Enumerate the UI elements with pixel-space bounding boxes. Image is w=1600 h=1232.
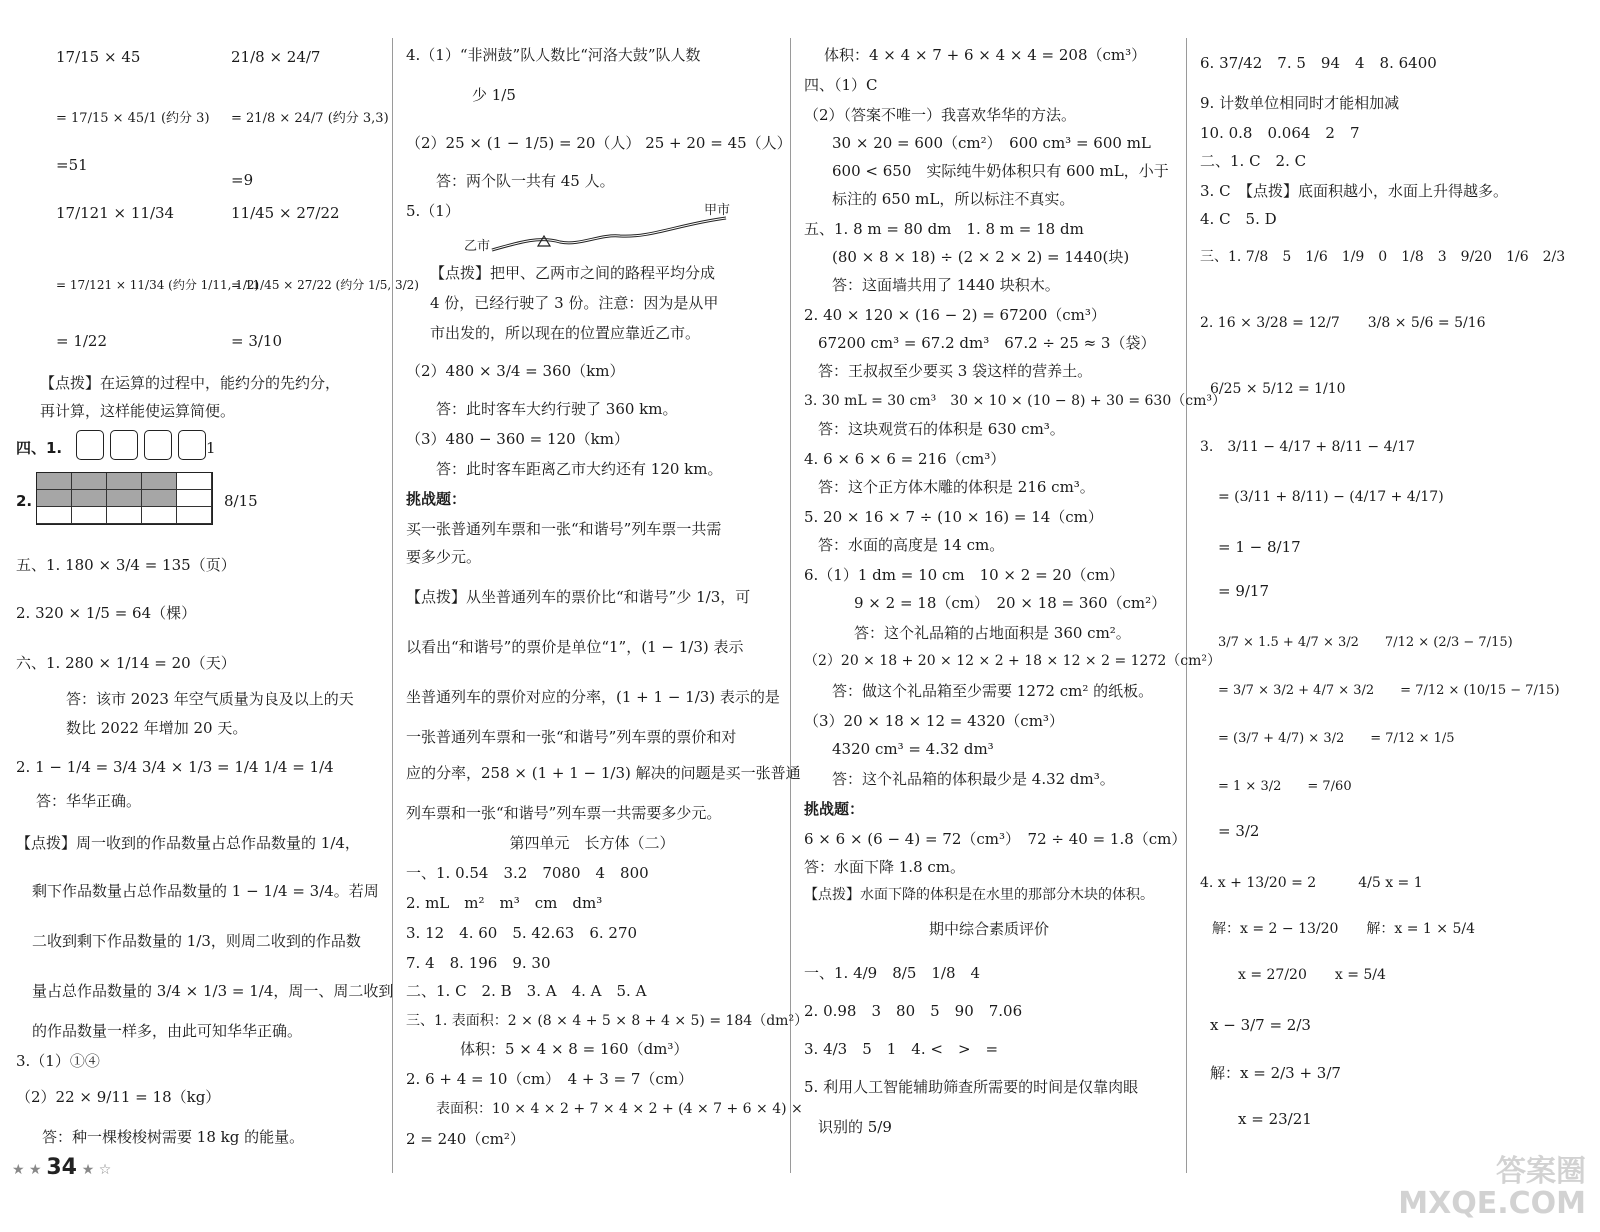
- text-line: 四、（1）C: [804, 76, 878, 94]
- answer-text: 答：这块观赏石的体积是 630 cm³。: [818, 420, 1065, 438]
- text-line: 67200 cm³ = 67.2 dm³ 67.2 ÷ 25 ≈ 3（袋）: [818, 334, 1156, 352]
- text-line: = 3/7 × 3/2 + 4/7 × 3/2 = 7/12 × (10/15 − 7/15): [1218, 683, 1560, 698]
- tip-text: 剩下作品数量占总作品数量的 1 − 1/4 = 3/4。若周: [32, 882, 379, 900]
- tip-text: 再计算，这样能使运算简便。: [40, 402, 236, 420]
- text-line: 买一张普通列车票和一张“和谐号”列车票一共需: [406, 520, 722, 538]
- text-line: 4. x + 13/20 = 2 4/5 x = 1: [1200, 875, 1423, 891]
- text-line: 五、1. 8 m = 80 dm 1. 8 m = 18 dm: [804, 220, 1084, 238]
- answer-square: [76, 430, 104, 460]
- text-line: 解：x = 2 − 13/20 解：x = 1 × 5/4: [1212, 921, 1476, 937]
- unit-heading: 期中综合素质评价: [928, 920, 1049, 938]
- text-line: （3）480 − 360 = 120（km）: [406, 430, 629, 448]
- answer-text: 答：这个正方体木雕的体积是 216 cm³。: [818, 478, 1095, 496]
- text-line: 6.（1）1 dm = 10 cm 10 × 2 = 20（cm）: [804, 566, 1125, 584]
- page-number: 34: [46, 1155, 77, 1180]
- answer-text: 答：水面的高度是 14 cm。: [818, 536, 1005, 554]
- text-line: = 1 × 3/2 = 7/60: [1218, 779, 1352, 794]
- text-line: 五、1. 180 × 3/4 = 135（页）: [16, 556, 236, 574]
- text-line: 标注的 650 mL，所以标注不真实。: [832, 190, 1075, 208]
- text-line: 4320 cm³ = 4.32 dm³: [832, 740, 994, 758]
- text-line: 3/7 × 1.5 + 4/7 × 3/2 7/12 × (2/3 − 7/15): [1218, 635, 1513, 650]
- tip-text: 【点拨】在运算的过程中，能约分的先约分，: [40, 374, 341, 392]
- text-line: 4. C 5. D: [1200, 210, 1277, 228]
- answer-text: 答：此时客车距离乙市大约还有 120 km。: [436, 460, 723, 478]
- tip-text: 一张普通列车票和一张“和谐号”列车票的票价和对: [406, 728, 737, 746]
- answer-square: [110, 430, 138, 460]
- text-line: 3. 3/11 − 4/17 + 8/11 − 4/17: [1200, 439, 1416, 455]
- text-line: 6 × 6 × (6 − 4) = 72（cm³） 72 ÷ 40 = 1.8（cm）: [804, 830, 1187, 848]
- column-divider: [790, 38, 791, 1173]
- text-line: 一、1. 0.54 3.2 7080 4 800: [406, 864, 649, 882]
- text-line: 3. 12 4. 60 5. 42.63 6. 270: [406, 924, 638, 942]
- text-line: =51: [56, 156, 88, 174]
- tip-text: 【点拨】水面下降的体积是在水里的那部分木块的体积。: [804, 887, 1154, 903]
- answer-square: [144, 430, 172, 460]
- unit-heading: 第四单元 长方体（二）: [509, 834, 675, 852]
- text-line: 体积：5 × 4 × 8 = 160（dm³）: [460, 1040, 689, 1058]
- text-line: 2. 16 × 3/28 = 12/7 3/8 × 5/6 = 5/16: [1200, 315, 1486, 331]
- text-line: 21/8 × 24/7: [231, 48, 321, 66]
- city-label: 甲市: [704, 203, 731, 218]
- text-line: （2）25 × (1 − 1/5) = 20（人） 25 + 20 = 45（人）: [406, 134, 792, 152]
- text-line: 17/121 × 11/34: [56, 204, 175, 222]
- section-label: 挑战题：: [406, 490, 467, 508]
- answer-text: 答：王叔叔至少要买 3 袋这样的营养土。: [818, 362, 1093, 380]
- text-line: 6. 37/42 7. 5 94 4 8. 6400: [1200, 54, 1437, 72]
- column-divider: [392, 38, 393, 1173]
- text-line: （2）（答案不唯一）我喜欢华华的方法。: [804, 106, 1077, 124]
- answer-text: 答：水面下降 1.8 cm。: [804, 858, 966, 876]
- text-line: 二、1. C 2. B 3. A 4. A 5. A: [406, 982, 647, 1000]
- text-line: 8/15: [224, 492, 258, 510]
- tip-text: 的作品数量一样多，由此可知华华正确。: [32, 1022, 303, 1040]
- text-line: 3. 30 mL = 30 cm³ 30 × 10 × (10 − 8) + 30 = 630（cm³）: [804, 393, 1226, 409]
- text-line: 7. 4 8. 196 9. 30: [406, 954, 551, 972]
- text-line: = 1/22: [56, 332, 108, 350]
- text-line: 600 < 650 实际纯牛奶体积只有 600 mL，小于: [832, 162, 1169, 180]
- fraction-grid: [36, 472, 213, 525]
- section-label: 四、1.: [16, 439, 63, 457]
- answer-text: 答：这个礼品箱的占地面积是 360 cm²。: [854, 624, 1131, 642]
- text-line: x = 23/21: [1238, 1110, 1312, 1128]
- text-line: 5. 20 × 16 × 7 ÷ (10 × 16) = 14（cm）: [804, 508, 1103, 526]
- text-line: = 9/17: [1218, 582, 1270, 600]
- text-line: 2. mL m² m³ cm dm³: [406, 894, 603, 912]
- text-line: 9 × 2 = 18（cm） 20 × 18 = 360（cm²）: [854, 594, 1167, 612]
- tip-text: 应的分率，258 × (1 + 1 − 1/3) 解决的问题是买一张普通: [406, 764, 801, 782]
- text-line: 一、1. 4/9 8/5 1/8 4: [804, 964, 981, 982]
- text-line: (80 × 8 × 18) ÷ (2 × 2 × 2) = 1440(块): [832, 248, 1130, 266]
- answer-squares: [76, 430, 206, 460]
- text-line: （3）20 × 18 × 12 = 4320（cm³）: [804, 712, 1064, 730]
- text-line: 要多少元。: [406, 548, 482, 566]
- tip-text: 二收到剩下作品数量的 1/3，则周二收到的作品数: [32, 932, 361, 950]
- text-line: 体积：4 × 4 × 7 + 6 × 4 × 4 = 208（cm³）: [824, 46, 1147, 64]
- text-line: 4. 6 × 6 × 6 = 216（cm³）: [804, 450, 1006, 468]
- text-line: 2. 6 + 4 = 10（cm） 4 + 3 = 7（cm）: [406, 1070, 694, 1088]
- text-line: （2）22 × 9/11 = 18（kg）: [16, 1088, 221, 1106]
- text-line: = 21/8 × 24/7 (约分 3,3): [231, 111, 389, 126]
- answer-text: 答：华华正确。: [36, 792, 142, 810]
- section-label: 2.: [16, 492, 33, 510]
- text-line: 三、1. 表面积：2 × (8 × 4 + 5 × 8 + 4 × 5) = 184（dm²）: [406, 1013, 809, 1029]
- text-line: = 17/121 × 11/34 (约分 1/11, 1/2): [56, 278, 260, 292]
- text-line: 表面积：10 × 4 × 2 + 7 × 4 × 2 + (4 × 7 + 6 × 4) ×: [436, 1101, 803, 1117]
- text-line: =9: [231, 171, 254, 189]
- text-line: 识别的 5/9: [818, 1118, 892, 1136]
- star-icon: ★ ☆: [81, 1162, 112, 1178]
- text-line: = 17/15 × 45/1 (约分 3): [56, 111, 210, 126]
- tip-text: 【点拨】把甲、乙两市之间的路程平均分成: [430, 264, 716, 282]
- answer-square: [178, 430, 206, 460]
- city-label: 乙市: [464, 239, 491, 254]
- text-line: 3. C 【点拨】底面积越小，水面上升得越多。: [1200, 182, 1509, 200]
- watermark-logo: [1398, 1156, 1586, 1220]
- tip-text: 坐普通列车的票价对应的分率，(1 + 1 − 1/3) 表示的是: [406, 688, 780, 706]
- tip-text: 列车票和一张“和谐号”列车票一共需要多少元。: [406, 804, 722, 822]
- column-divider: [1186, 38, 1187, 1173]
- text-line: = 11/45 × 27/22 (约分 1/5, 3/2): [231, 278, 419, 292]
- answer-text: 数比 2022 年增加 20 天。: [66, 719, 248, 737]
- answer-text: 答：两个队一共有 45 人。: [436, 172, 615, 190]
- text-line: 3. 4/3 5 1 4. < > =: [804, 1040, 999, 1058]
- answer-text: 答：该市 2023 年空气质量为良及以上的天: [66, 690, 354, 708]
- tip-text: 以看出“和谐号”的票价是单位“1”，(1 − 1/3) 表示: [406, 638, 744, 656]
- watermark-text: 答案圈: [1496, 1154, 1586, 1189]
- route-map: [490, 212, 730, 258]
- tip-text: 量占总作品数量的 3/4 × 1/3 = 1/4，周一、周二收到: [32, 982, 394, 1000]
- text-line: = 1 − 8/17: [1218, 538, 1301, 556]
- text-line: 10. 0.8 0.064 2 7: [1200, 124, 1360, 142]
- tip-text: 市出发的，所以现在的位置应靠近乙市。: [430, 324, 701, 342]
- text-line: 2 = 240（cm²）: [406, 1130, 525, 1148]
- answer-text: 答：这个礼品箱的体积最少是 4.32 dm³。: [832, 770, 1115, 788]
- text-line: 3.（1）①④: [16, 1052, 100, 1070]
- text-line: 二、1. C 2. C: [1200, 152, 1307, 170]
- answer-text: 答：此时客车大约行驶了 360 km。: [436, 400, 678, 418]
- watermark-url: MXQE.COM: [1398, 1186, 1586, 1221]
- text-line: 6/25 × 5/12 = 1/10: [1210, 381, 1346, 397]
- text-line: 17/15 × 45: [56, 48, 141, 66]
- text-line: 1: [206, 439, 216, 457]
- text-line: 少 1/5: [472, 86, 516, 104]
- text-line: x = 27/20 x = 5/4: [1238, 967, 1386, 983]
- text-line: 9. 计数单位相同时才能相加减: [1200, 94, 1400, 112]
- text-line: 2. 1 − 1/4 = 3/4 3/4 × 1/3 = 1/4 1/4 = 1/4: [16, 758, 334, 776]
- text-line: 5.（1）: [406, 202, 460, 220]
- text-line: 4.（1）“非洲鼓”队人数比“河洛大鼓”队人数: [406, 46, 701, 64]
- star-icon: ★ ★: [12, 1162, 42, 1178]
- answer-text: 答：种一棵梭梭树需要 18 kg 的能量。: [42, 1128, 305, 1146]
- text-line: 2. 320 × 1/5 = 64（棵）: [16, 604, 197, 622]
- text-line: = (3/11 + 8/11) − (4/17 + 4/17): [1218, 489, 1444, 505]
- text-line: 三、1. 7/8 5 1/6 1/9 0 1/8 3 9/20 1/6 2/3: [1200, 249, 1566, 265]
- text-line: 解：x = 2/3 + 3/7: [1210, 1064, 1341, 1082]
- text-line: = 3/2: [1218, 822, 1260, 840]
- tip-text: 4 份，已经行驶了 3 份。注意：因为是从甲: [430, 294, 719, 312]
- text-line: x − 3/7 = 2/3: [1210, 1016, 1311, 1034]
- answer-text: 答：做这个礼品箱至少需要 1272 cm² 的纸板。: [832, 682, 1154, 700]
- text-line: 2. 0.98 3 80 5 90 7.06: [804, 1002, 1023, 1020]
- tip-text: 【点拨】从坐普通列车的票价比“和谐号”少 1/3，可: [406, 588, 751, 606]
- text-line: 5. 利用人工智能辅助筛查所需要的时间是仅靠肉眼: [804, 1078, 1139, 1096]
- text-line: （2）480 × 3/4 = 360（km）: [406, 362, 625, 380]
- text-line: = (3/7 + 4/7) × 3/2 = 7/12 × 1/5: [1218, 731, 1455, 746]
- page-footer: [12, 1155, 111, 1180]
- tip-text: 【点拨】周一收到的作品数量占总作品数量的 1/4，: [16, 834, 360, 852]
- text-line: = 3/10: [231, 332, 283, 350]
- text-line: 六、1. 280 × 1/14 = 20（天）: [16, 654, 236, 672]
- text-line: 2. 40 × 120 × (16 − 2) = 67200（cm³）: [804, 306, 1106, 324]
- text-line: （2）20 × 18 + 20 × 12 × 2 + 18 × 12 × 2 = 1272（cm²）: [804, 653, 1222, 669]
- text-line: 30 × 20 = 600（cm²） 600 cm³ = 600 mL: [832, 134, 1151, 152]
- text-line: 11/45 × 27/22: [231, 204, 340, 222]
- section-label: 挑战题：: [804, 800, 865, 818]
- answer-text: 答：这面墙共用了 1440 块积木。: [832, 276, 1060, 294]
